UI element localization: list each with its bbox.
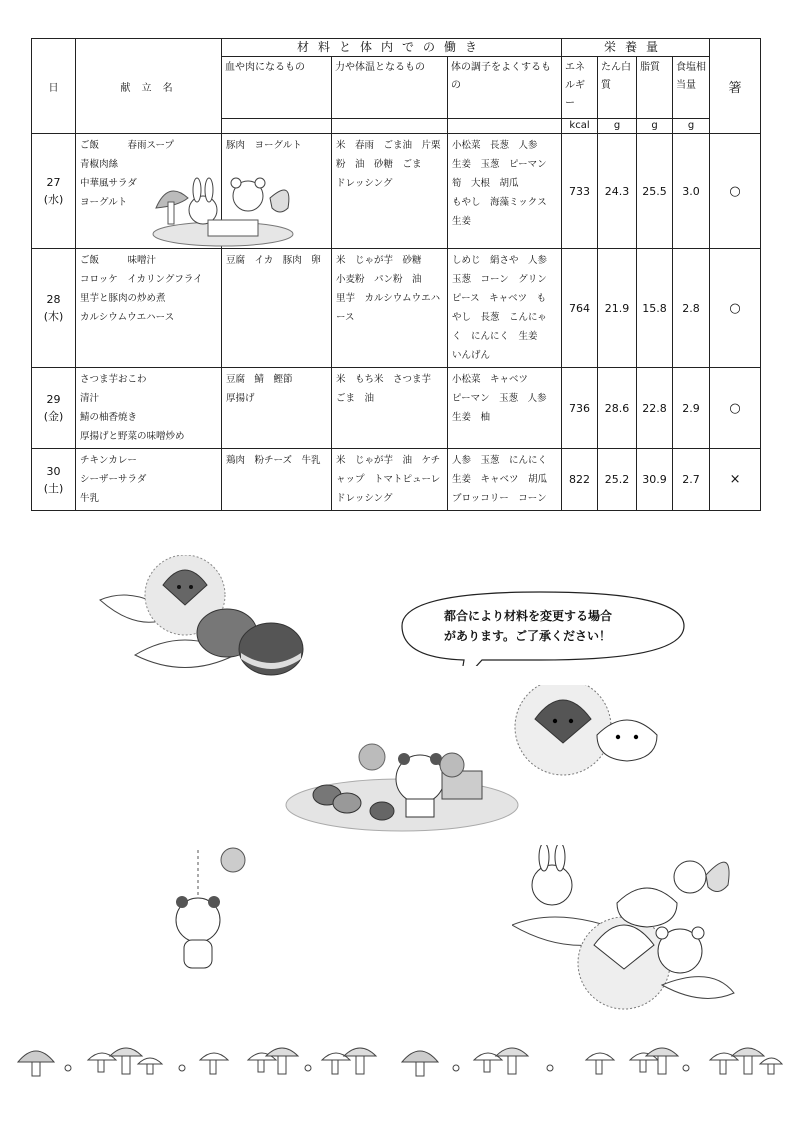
unit-kcal: kcal — [562, 119, 598, 134]
energy-cell: 米 もち米 さつま芋 ごま 油 — [332, 368, 448, 449]
day-cell: 30 (土) — [32, 449, 76, 511]
energy-cell: 米 春雨 ごま油 片栗 粉 油 砂糖 ごま ドレッシング — [332, 134, 448, 249]
day-cell: 29 (金) — [32, 368, 76, 449]
day-cell: 28 (木) — [32, 249, 76, 368]
energy-cell: 米 じゃが芋 油 ケチ ャップ トマトピューレ ドレッシング — [332, 449, 448, 511]
day-cell: 27 (水) — [32, 134, 76, 249]
bear-chestnut-picking-illustration — [282, 735, 522, 835]
header-kcal: エネルギー — [562, 57, 598, 119]
chopsticks-cell: ○ — [710, 368, 761, 449]
salt-cell: 2.9 — [673, 368, 710, 449]
header-energy: 力や体温となるもの — [332, 57, 448, 119]
header-nutrition-group: 栄養量 — [562, 39, 710, 57]
condition-cell: しめじ 絹さや 人参 玉葱 コーン グリン ピース キャベツ も やし 長葱 こんにゃ く にんにく 生姜 いんげん — [448, 249, 562, 368]
unit-g: g — [673, 119, 710, 134]
fat-cell: 15.8 — [637, 249, 673, 368]
condition-cell: 小松菜 キャベツ ピーマン 玉葱 人参 生姜 柚 — [448, 368, 562, 449]
header-chopsticks: 箸 — [710, 39, 761, 134]
blood-cell: 豆腐 イカ 豚肉 卵 — [222, 249, 332, 368]
kcal-cell: 733 — [562, 134, 598, 249]
header-fat: 脂質 — [637, 57, 673, 119]
unit-g: g — [598, 119, 637, 134]
table-row — [32, 249, 761, 368]
header-menu-name: 献 立 名 — [76, 39, 222, 134]
fat-cell: 22.8 — [637, 368, 673, 449]
blood-cell: 鶏肉 粉チーズ 牛乳 — [222, 449, 332, 511]
chestnut-characters-illustration — [505, 685, 670, 785]
kcal-cell: 736 — [562, 368, 598, 449]
blood-cell: 豆腐 鯖 鰹節 厚揚げ — [222, 368, 332, 449]
mushroom-border — [10, 1038, 784, 1082]
fat-cell: 25.5 — [637, 134, 673, 249]
small-bear-illustration — [168, 840, 253, 975]
kcal-cell: 764 — [562, 249, 598, 368]
chopsticks-cell: ○ — [710, 249, 761, 368]
protein-cell: 25.2 — [598, 449, 637, 511]
table-row — [32, 134, 761, 249]
table-row — [32, 368, 761, 449]
protein-cell: 21.9 — [598, 249, 637, 368]
animals-chestnut-group-illustration — [512, 845, 737, 1010]
menu-cell: ご飯 味噌汁 コロッケ イカリングフライ 里芋と豚肉の炒め煮 カルシウムウエハース — [76, 249, 222, 368]
chopsticks-cell: × — [710, 449, 761, 511]
salt-cell: 3.0 — [673, 134, 710, 249]
header-day: 日 — [32, 39, 76, 134]
menu-table — [31, 38, 761, 511]
header-protein: たん白質 — [598, 57, 637, 119]
notice-text: 都合により材料を変更する場合 があります。ご了承ください！ — [444, 609, 613, 643]
header-blood: 血や肉になるもの — [222, 57, 332, 119]
condition-cell: 小松菜 長葱 人参 生姜 玉葱 ピーマン 筍 大根 胡瓜 もやし 海藻ミックス 生姜 — [448, 134, 562, 249]
header-salt: 食塩相当量 — [673, 57, 710, 119]
unit-g: g — [637, 119, 673, 134]
kcal-cell: 822 — [562, 449, 598, 511]
chestnut-leaves-illustration — [95, 555, 310, 680]
condition-cell: 人参 玉葱 にんにく 生姜 キャベツ 胡瓜 ブロッコリー コーン — [448, 449, 562, 511]
chopsticks-cell: ○ — [710, 134, 761, 249]
menu-cell: さつま芋おこわ 清汁 鯖の柚香焼き 厚揚げと野菜の味噌炒め — [76, 368, 222, 449]
protein-cell: 24.3 — [598, 134, 637, 249]
menu-cell: チキンカレー シーザーサラダ 牛乳 — [76, 449, 222, 511]
menu-cell: ご飯 春雨スープ 青椒肉絲 中華風サラダ ヨーグルト — [76, 134, 222, 249]
table-row — [32, 449, 761, 511]
energy-cell: 米 じゃが芋 砂糖 小麦粉 パン粉 油 里芋 カルシウムウエハ ース — [332, 249, 448, 368]
header-condition: 体の調子をよくするもの — [448, 57, 562, 119]
protein-cell: 28.6 — [598, 368, 637, 449]
salt-cell: 2.8 — [673, 249, 710, 368]
animals-mushroom-illustration — [148, 168, 298, 248]
salt-cell: 2.7 — [673, 449, 710, 511]
fat-cell: 30.9 — [637, 449, 673, 511]
blood-cell: 豚肉 ヨーグルト — [222, 134, 332, 249]
header-ingredients-group: 材料と体内での働き — [222, 39, 562, 57]
